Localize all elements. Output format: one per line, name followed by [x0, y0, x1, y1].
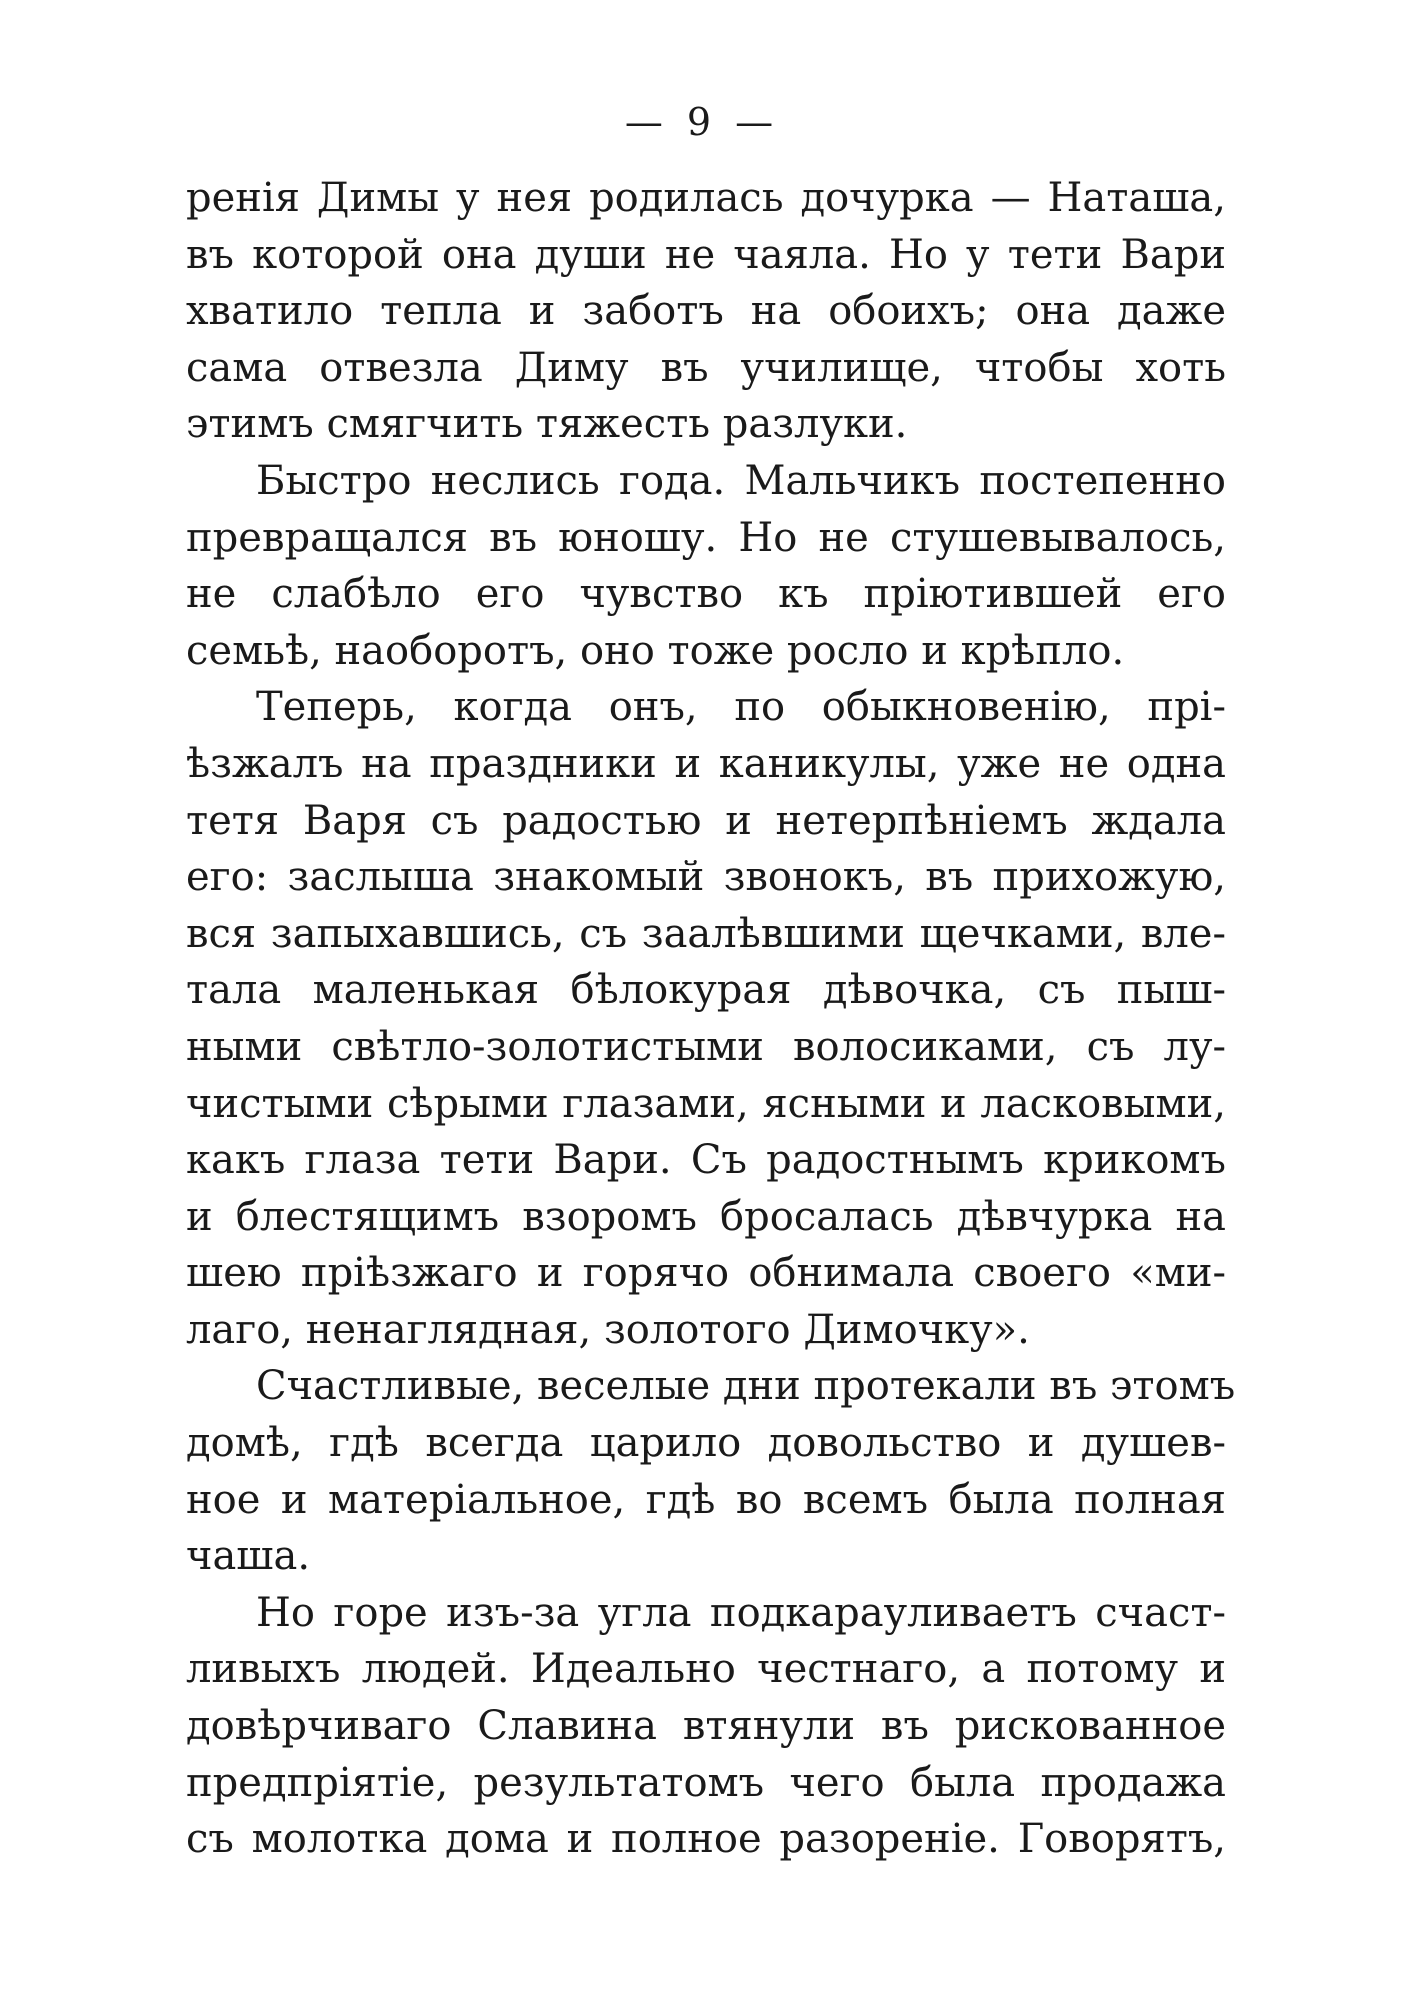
text-line: ренія Димы у нея родилась дочурка — Наташа, — [186, 175, 1226, 221]
text-line: и блестящимъ взоромъ бросалась дѣвчурка на — [186, 1193, 1226, 1240]
text-line: Счастливые, веселые дни протекали въ этомъ — [256, 1363, 1236, 1410]
text-line: довѣрчиваго Славина втянули въ рискованное — [186, 1703, 1226, 1750]
text-line: Теперь, когда онъ, по обыкновенію, прі- — [256, 684, 1226, 731]
text-line: сама отвезла Диму въ училище, чтобы хоть — [186, 344, 1226, 391]
text-line: домѣ, гдѣ всегда царило довольство и душев- — [186, 1420, 1226, 1467]
text-line: предпріятіе, результатомъ чего была продажа — [186, 1759, 1226, 1806]
text-line: Быстро неслись года. Мальчикъ постепенно — [256, 457, 1226, 504]
text-line: ными свѣтло-золотистыми волосиками, съ лу- — [186, 1023, 1226, 1070]
text-line: чистыми сѣрыми глазами, ясными и ласковыми, — [186, 1080, 1226, 1127]
text-line: Но горе изъ-за угла подкарауливаетъ счаст- — [256, 1589, 1226, 1636]
text-line: хватило тепла и заботъ на обоихъ; она даже — [186, 288, 1226, 335]
text-line: ное и матеріальное, гдѣ во всемъ была полная — [186, 1476, 1226, 1523]
text-line: вся запыхавшись, съ заалѣвшими щечками, вле- — [186, 910, 1226, 957]
text-line: тала маленькая бѣлокурая дѣвочка, съ пыш- — [186, 967, 1226, 1014]
text-line: въ которой она души не чаяла. Но у тети Вари — [186, 231, 1226, 278]
body-text — [186, 170, 1236, 1868]
text-line: не слабѣло его чувство къ пріютившей его — [186, 571, 1226, 618]
text-line: превращался въ юношу. Но не стушевывалось, — [186, 514, 1226, 561]
text-line: тетя Варя съ радостью и нетерпѣніемъ ждала — [186, 797, 1226, 844]
text-line: семьѣ, наоборотъ, оно тоже росло и крѣпло. — [186, 627, 1125, 674]
text-line: этимъ смягчить тяжесть разлуки. — [186, 401, 908, 448]
text-line: съ молотка дома и полное разореніе. Говорятъ, — [186, 1816, 1226, 1863]
text-line: его: заслыша знакомый звонокъ, въ прихожую, — [186, 854, 1226, 901]
text-line: чаша. — [186, 1533, 311, 1580]
text-line: ѣзжалъ на праздники и каникулы, уже не одна — [186, 740, 1226, 787]
page-number: — 9 — — [624, 100, 780, 144]
text-line: ливыхъ людей. Идеально честнаго, а потому и — [186, 1646, 1226, 1693]
text-line: какъ глаза тети Вари. Съ радостнымъ крикомъ — [186, 1137, 1226, 1184]
text-line: лаго, ненаглядная, золотого Димочку». — [186, 1306, 1030, 1353]
text-line: шею пріѣзжаго и горячо обнимала своего «ми- — [186, 1250, 1226, 1297]
